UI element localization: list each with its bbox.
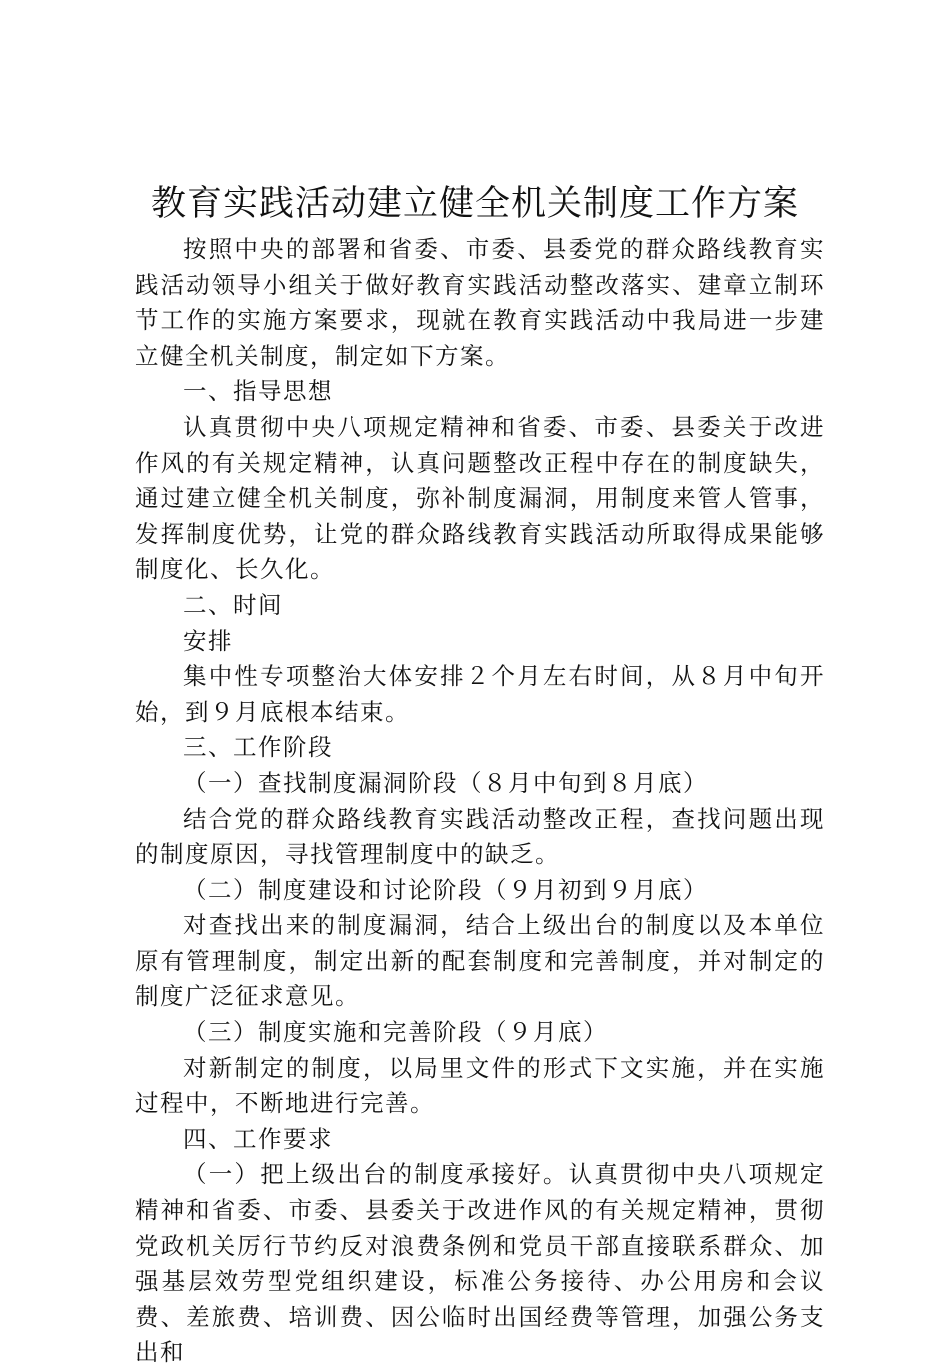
section-heading-guiding-ideology: 一、指导思想 [183, 377, 333, 406]
guiding-ideology-paragraph: 认真贯彻中央八项规定精神和省委、市委、县委关于改进作风的有关规定精神，认真问题整改正程中存在的制度缺失，通过建立健全机关制度，弥补制度漏洞，用制度来管人管事，发挥制度优势，让党的群众路线教育实践活动所取得成果能够制度化、长久化。 [135, 412, 825, 584]
stage-three-paragraph: 对新制定的制度，以局里文件的形式下文实施，并在实施过程中，不断地进行完善。 [135, 1053, 825, 1118]
time-arrangement-paragraph: 集中性专项整治大体安排２个月左右时间，从８月中旬开始，到９月底根本结束。 [135, 662, 825, 726]
stage-two-paragraph: 对查找出来的制度漏洞，结合上级出台的制度以及本单位原有管理制度，制定出新的配套制度和完善制度，并对制定的制度广泛征求意见。 [135, 911, 825, 1011]
section-heading-arrangement: 安排 [183, 626, 233, 655]
section-heading-work-stages: 三、工作阶段 [183, 733, 333, 762]
intro-paragraph: 按照中央的部署和省委、市委、县委党的群众路线教育实践活动领导小组关于做好教育实践活动整改落实、建章立制环节工作的实施方案要求，现就在教育实践活动中我局进一步建立健全机关制度，制定如下方案。 [135, 235, 825, 370]
requirement-one-paragraph: （一）把上级出台的制度承接好。认真贯彻中央八项规定精神和省委、市委、县委关于改进作风的有关规定精神，贯彻党政机关厉行节约反对浪费条例和党员干部直接联系群众、加强基层效劳型党组织建设，标准公务接待、办公用房和会议费、差旅费、培训费、因公临时出国经费等管理，加强公务支出和 [135, 1160, 825, 1367]
section-heading-work-requirements: 四、工作要求 [183, 1124, 333, 1153]
section-heading-time: 二、时间 [183, 590, 283, 619]
stage-two-heading: （二）制度建设和讨论阶段（９月初到９月底） [183, 875, 708, 904]
stage-one-heading: （一）查找制度漏洞阶段（８月中旬到８月底） [183, 768, 708, 797]
stage-one-paragraph: 结合党的群众路线教育实践活动整改正程，查找问题出现的制度原因，寻找管理制度中的缺乏。 [135, 804, 825, 869]
document-title: 教育实践活动建立健全机关制度工作方案 [150, 184, 799, 224]
document-body [135, 232, 825, 1371]
stage-three-heading: （三）制度实施和完善阶段（９月底） [183, 1018, 608, 1047]
